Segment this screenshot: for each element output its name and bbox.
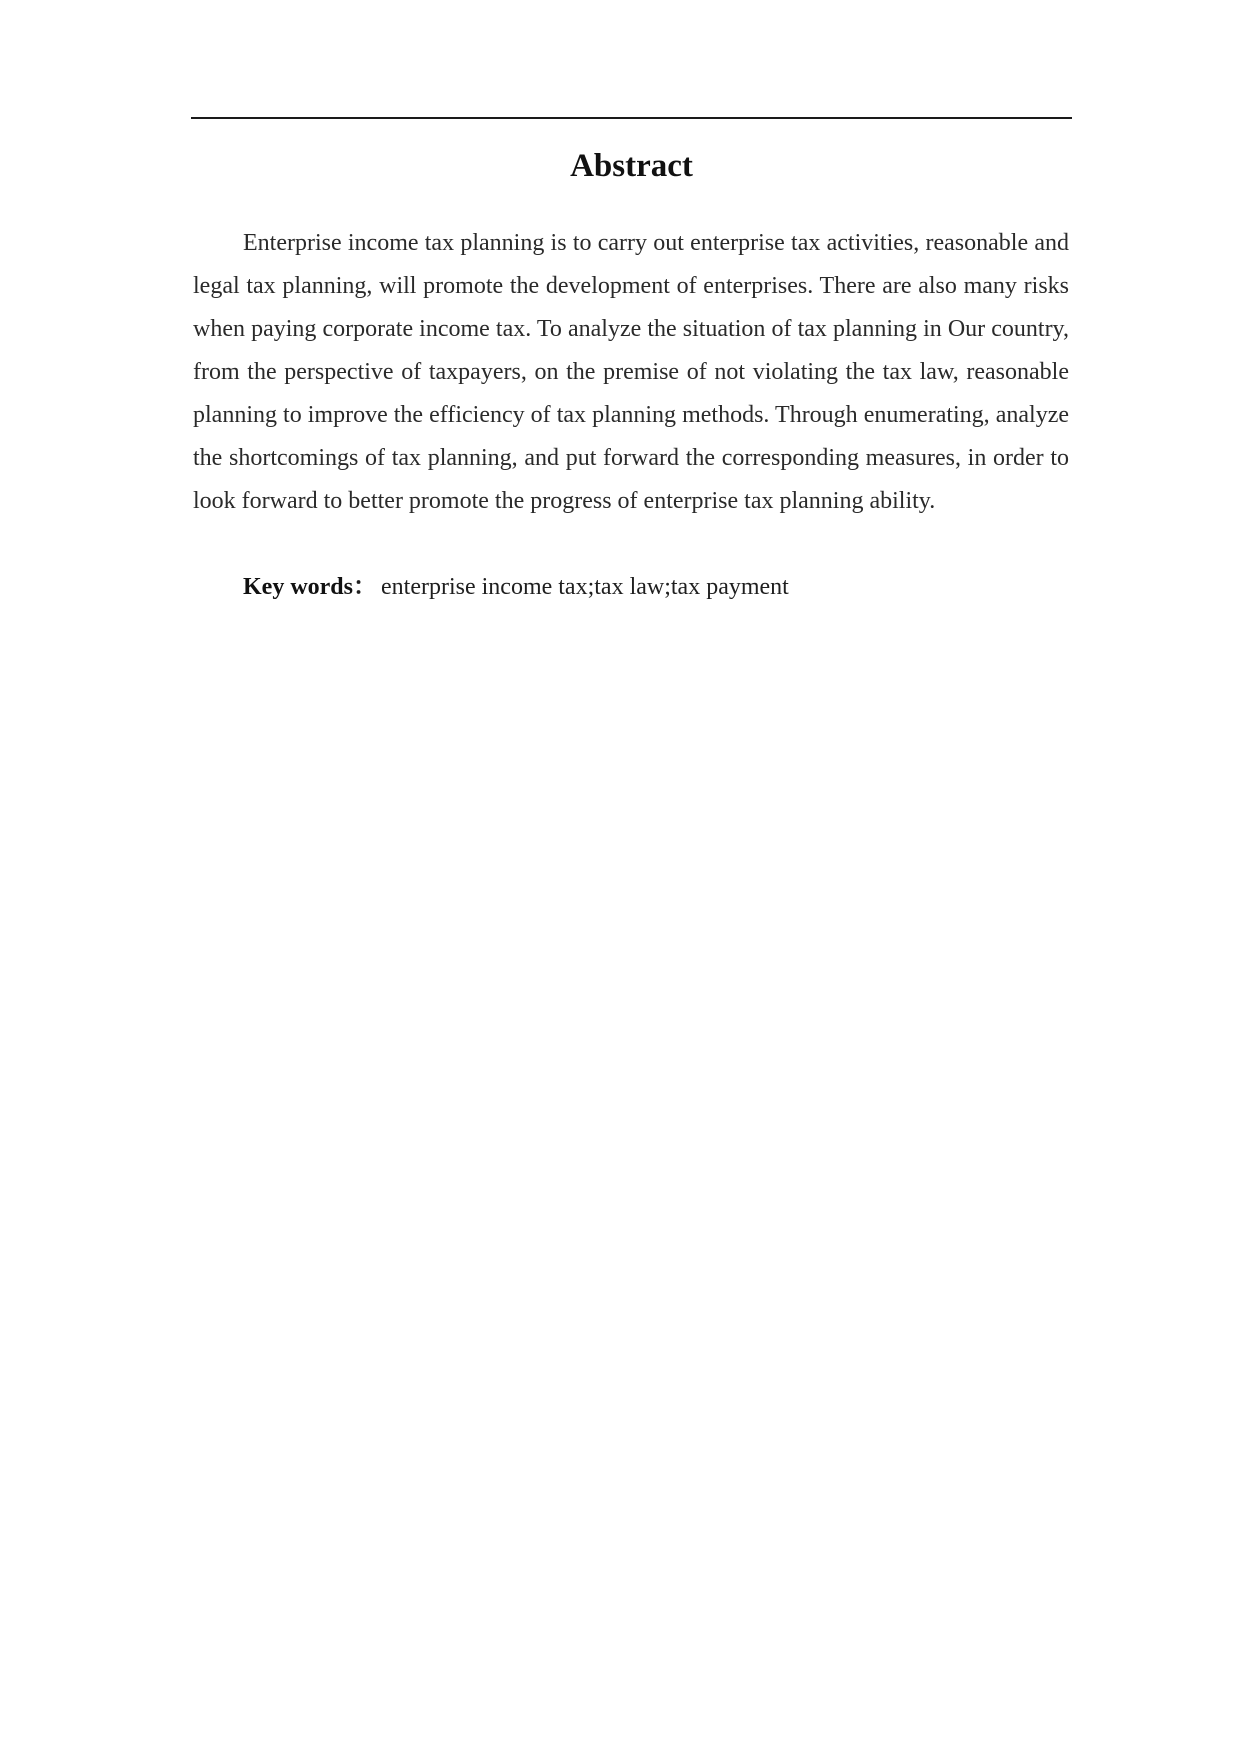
keywords-list: enterprise income tax;tax law;tax payment	[381, 574, 789, 600]
keywords-line	[243, 566, 1069, 609]
abstract-body	[193, 222, 1069, 523]
keywords-label: Key words	[243, 574, 353, 600]
keywords-separator: ：	[353, 574, 377, 600]
header-rule	[191, 117, 1072, 119]
abstract-title: Abstract	[570, 148, 693, 184]
abstract-paragraph: Enterprise income tax planning is to carry out enterprise tax activities, reasonable and legal tax planning, will promote the development of enterprises. There are also many risks when paying corporate income tax. To analyze the situation of tax planning in Our country, from the perspective of taxpayers, on the premise of not violating the tax law, reasonable planning to improve the efficiency of tax planning methods. Through enumerating, analyze the shortcomings of tax planning, and put forward the corresponding measures, in order to look forward to better promote the progress of enterprise tax planning ability.	[193, 230, 1069, 514]
